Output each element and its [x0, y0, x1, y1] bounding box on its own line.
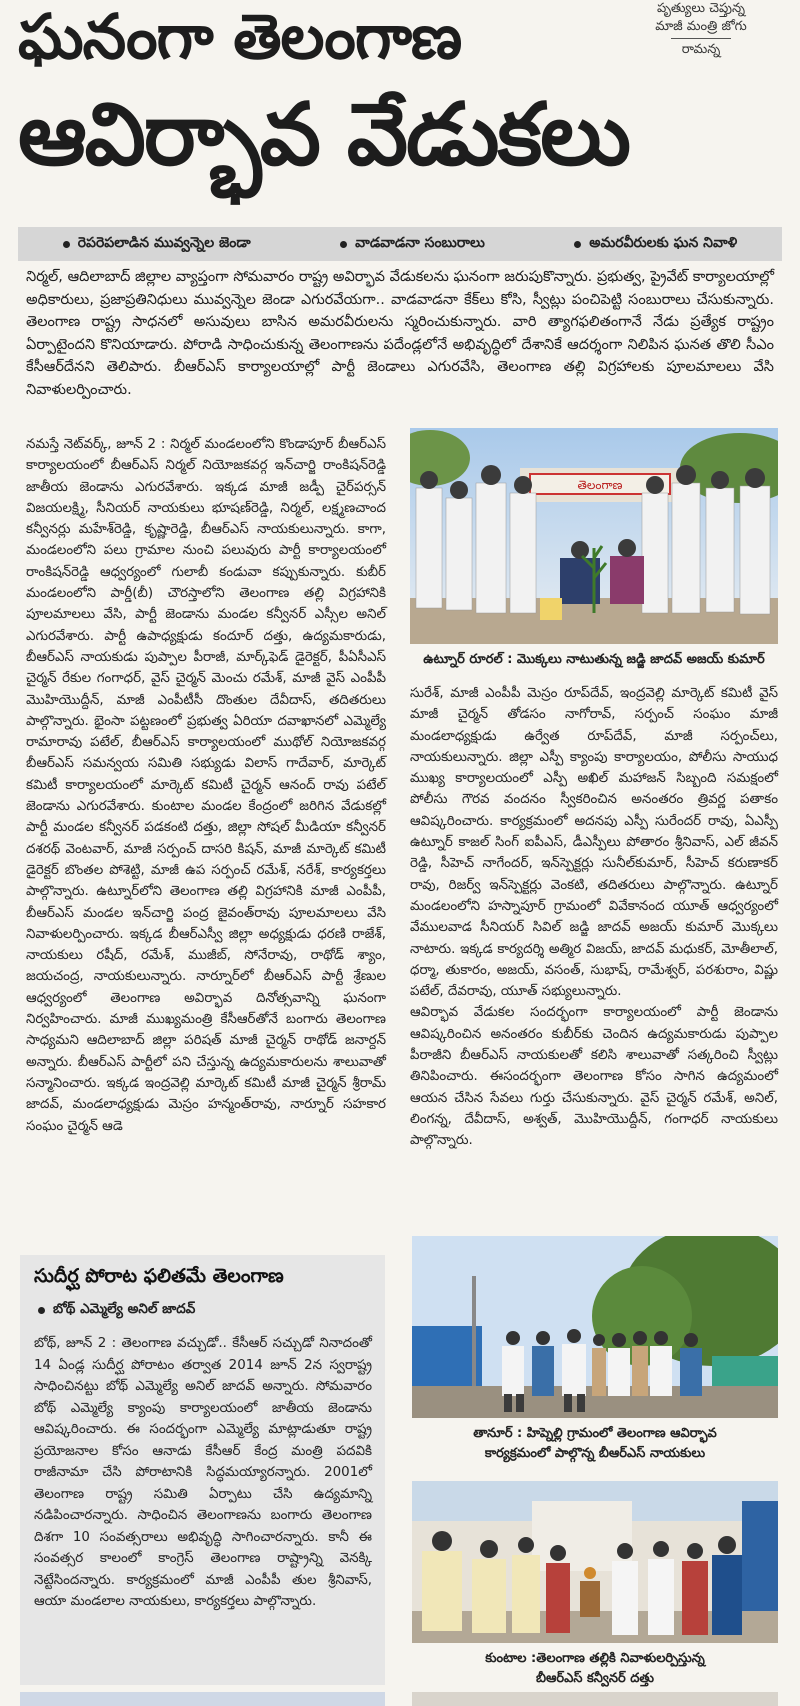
intro-paragraph: నిర్మల్, ఆదిలాబాద్ జిల్లాల వ్యాప్తంగా సోమవారం రాష్ట్ర అవిర్భావ వేడుకలను ఘనంగా జరుపుకొన్నారు. ప్రభుత్వ, ప్రైవేట్ కార్యాలయాల్లో అధికారులు, ప్రజాప్రతినిధులు మువ్వన్నెల జెండా ఎగురవేయగా.. వాడవాడనా కేక్‌లు కోసి, స్వీట్లు పంచిపెట్టి సంబురాలు చేసుకున్నారు. తెలంగాణ రాష్ట్ర సాధనలో అసువులు బాసిన అమరవీరులను స్మరించుకున్నారు. వారి త్యాగఫలితంగానే నేడు ప్రత్యేక రాష్ట్రం ఏర్పాటైందని కొనియాడారు. పోరాడి సాధించుకున్న తెలంగాణను పదేండ్లలోనే అభివృద్ధిలో దేశానికే ఆదర్శంగా నిలిపిన ఘనత తొలి సీఎం కేసీఆర్‌దేనని తెలిపారు. బీఆర్‌ఎస్ కార్యాలయాల్లో పార్టీ జెండాలు ఎగురవేసి, తెలంగాణ తల్లి విగ్రహాలకు పూలమాలలు వేసి నివాళులర్పించారు.	[26, 269, 774, 398]
photo-caption	[412, 1424, 778, 1464]
subhead-item	[574, 235, 737, 254]
banner-text: తెలంగాణ	[577, 478, 623, 492]
photo-kuntala-tribute	[412, 1481, 778, 1643]
corner-note	[612, 0, 790, 59]
photo-kuntala-tribute-image	[412, 1481, 778, 1643]
sidebar-box	[20, 1255, 385, 1685]
next-photo-edge	[20, 1692, 385, 1706]
photo-tree-planting-image	[410, 428, 778, 644]
corner-note-line-3: రామన్న	[681, 42, 721, 57]
bullet-icon	[340, 241, 347, 248]
subhead-text: వాడవాడనా సంబురాలు	[355, 234, 485, 251]
next-photo-edge	[412, 1692, 778, 1706]
corner-note-line-1: పృత్యులు చెప్తున్న	[656, 1, 746, 16]
sidebar-box-subtitle-text: బోథ్ ఎమ్మెల్యే అనిల్ జాదవ్	[53, 1301, 196, 1317]
article-right-text: సురేశ్, మాజీ ఎంపీపీ మెస్రం రూప్‌దేవ్, ఇంద్రవెల్లి మార్కెట్ కమిటీ వైస్ మాజీ చైర్మన్ తోడసం నాగోరావ్, సర్పంచ్ సంఘం మాజీ మండలాధ్యక్షుడు ఉర్వేత రూప్‌దేవ్, మాజీ సర్పంచ్‌లు, నాయకులున్నారు. జిల్లా ఎస్పీ క్యాంపు కార్యాలయం, పోలీసు సాయుధ ముఖ్య కార్యాలయంలో ఎస్పీ అఖిల్ మహాజన్ సిబ్బంది సమక్షంలో పోలీసు గౌరవ వందనం స్వీకరించిన అనంతరం త్రివర్ణ పతాకం ఆవిష్కరించారు. కార్యక్రమంలో అదనపు ఎస్పీ సురేందర్ రావు, ఏఎస్పీ ఉట్నూర్ కాజల్ సింగ్ ఐపీఎస్, డీఎస్పీలు పోతారం శ్రీనివాస్, ఎల్ జీవన్ రెడ్డి, సీహెచ్ నాగేందర్, ఇన్‌స్పెక్టర్లు సునీల్‌కుమార్, సీహెచ్ కరుణాకర్ రావు, రిజర్వ్ ఇన్‌స్పెక్టర్లు వెంకటి, తదితరులు పాల్గొన్నారు. ఉట్నూర్ మండలంలోని హస్నాపూర్ గ్రామంలో వివేకానంద యూత్ ఆధ్వర్యంలో వేములవాడ సీనియర్ సివిల్ జడ్జి జాదవ్ అజయ్ కుమార్ మొక్కలు నాటారు. ఇక్కడ కార్యదర్శి అత్మిర విజయ్, జాదవ్ మధుకర్, మోతీలాల్, ధర్మా, తుకారం, అజయ్, వసంత్, సుభాష్, రామేశ్వర్, పరశురాం, విష్ణు పటేల్, దేవరావు, యూత్ సభ్యులున్నారు. ఆవిర్భావ వేడుకల సందర్భంగా కార్యాలయంలో పార్టీ జెండాను ఆవిష్కరించిన అనంతరం కుబీర్‌కు చెందిన ఉద్యమకారుడు పుప్పాల పీరాజీని బీఆర్‌ఎస్ నాయకులతో కలిసి శాలువాతో సత్కరించి స్వీట్లు తినిపించారు. ఈసందర్భంగా తెలంగాణ కోసం సాగిన ఉద్యమంలో ఆయన చేసిన సేవలు గుర్తు చేసుకున్నారు. వైస్ చైర్మన్ రమేశ్, అనిల్, లింగన్న, దేవీదాస్, అశ్వత్, మొహియొద్దీన్, గంగాధర్ నాయకులు పాల్గొన్నారు.	[410, 686, 778, 1149]
corner-note-divider	[671, 38, 731, 39]
sidebar-box-title: సుదీర్ఘ పోరాట ఫలితమే తెలంగాణ	[34, 1265, 284, 1287]
bullet-icon	[63, 241, 70, 248]
photo-caption-line-2: బీఆర్‌ఎస్ కన్వీనర్ దత్తు	[535, 1671, 655, 1686]
sidebar-box-subtitle	[38, 1301, 195, 1320]
photo-caption-line-2: కార్యక్రమంలో పాల్గొన్న బీఆర్‌ఎస్ నాయకులు	[484, 1446, 706, 1461]
bullet-icon	[574, 241, 581, 248]
photo-tanur-leaders-image	[412, 1236, 778, 1418]
article-right-column	[410, 683, 778, 1152]
corner-note-line-2: మాజీ మంత్రి జోగు	[655, 19, 747, 34]
subhead-text: అమరవీరులకు ఘన నివాళి	[589, 234, 738, 251]
sidebar-box-body: బోథ్, జూన్ 2 : తెలంగాణ వచ్చుడో.. కేసీఆర్ సచ్చుడో నినాదంతో 14 ఏండ్ల సుదీర్ఘ పోరాటం తర్వాత 2014 జూన్ 2న స్వరాష్ట్ర సాధించినట్టు బోథ్ ఎమ్మెల్యే అనిల్ జాదవ్ అన్నారు. సోమవారం బోథ్ ఎమ్మెల్యే క్యాంపు కార్యాలయంలో జాతీయ జెండాను ఆవిష్కరించారు. ఈ సందర్భంగా ఎమ్మెల్యే మాట్లాడుతూ రాష్ట్ర ప్రయోజనాల కోసం ఆనాడు కేసీఆర్ కేంద్ర మంత్రి పదవికి రాజీనామా చేసి పోరాటానికి సిద్ధమయ్యారన్నారు. 2001లో తెలంగాణ రాష్ట్ర సమితి ఏర్పాటు చేసి ఉద్యమాన్ని నడిపించారన్నారు. సాధించిన తెలంగాణను బంగారు తెలంగాణ దిశగా 10 సంవత్సరాలు అభివృద్ధి సాగించారన్నారు. కానీ ఈ సంవత్సర కాలంలో కాంగ్రెస్ తెలంగాణ రాష్ట్రాన్ని వెనక్కి నెట్టేసిందన్నారు. కార్యక్రమంలో మాజీ ఎంపీపీ తుల శ్రీనివాస్, ఆయా మండలాల నాయకులు, కార్యకర్తలు పాల్గొన్నారు.	[34, 1336, 372, 1609]
photo-caption-line-1: తానూర్ : హిప్నెల్లి గ్రామంలో తెలంగాణ ఆవిర్భావ	[473, 1426, 717, 1441]
photo-caption-line-1: ఉట్నూర్ రూరల్ : మొక్కలు నాటుతున్న జడ్జి జాదవ్ అజయ్ కుమార్	[423, 652, 765, 667]
photo-tanur-leaders	[412, 1236, 778, 1418]
article-left-column: నమస్తే నెట్‌వర్క్, జూన్ 2 : నిర్మల్ మండలంలోని కొండాపూర్ బీఆర్‌ఎస్ కార్యాలయంలో బీఆర్‌ఎస్ నిర్మల్ నియోజకవర్గ ఇన్‌చార్జి రాంకిషన్‌రెడ్డి జాతీయ జెండాను ఎగురవేశారు. ఇక్కడ మాజీ జడ్పీ చైర్‌పర్సన్ విజయలక్ష్మి, సీనియర్ నాయకులు భూషణ్‌రెడ్డి, నిర్మల్, లక్ష్మణచాంద కన్వీనర్లు మహేశ్‌రెడ్డి, కృష్ణారెడ్డి, బీఆర్‌ఎస్ నాయకులున్నారు. కాగా, మండలంలోని పలు గ్రామాల నుంచి పలువురు పార్టీ కార్యాలయంలో రాంకిషన్‌రెడ్డి ఆధ్వర్యంలో గులాబీ కండువా కప్పుకున్నారు. కుబీర్ మండలంలోని పార్డీ(బీ) చౌరస్తాలోని తెలంగాణ తల్లి విగ్రహానికి పూలమాలలు వేసి, పార్టీ జెండాను మండల కన్వీనర్ ఎస్సీల అనిల్ ఎగురవేశారు. పార్టీ ఉపాధ్యక్షుడు కందూర్ దత్తు, ఉద్యమకారుడు, బీఆర్‌ఎస్ నాయకుడు పుప్పాల పీరాజీ, మార్క్‌ఫెడ్ డైరెక్టర్, పీఏసీఎస్ చైర్మన్ రేకుల గంగాధర్, వైస్ చైర్మన్ మెంచు రమేశ్, మాజీ వైస్ ఎంపీపీ మొహియొద్దీన్, మాజీ ఎంపీటీసీ దొంతుల దేవీదాస్, తదితరులు పాల్గొన్నారు. భైంసా పట్టణంలో ప్రభుత్వ ఏరియా దవాఖానలో ఎమ్మెల్యే రామారావు పటేల్, బీఆర్‌ఎస్ కార్యాలయంలో ముథోల్ నియోజకవర్గ బీఆర్‌ఎస్ సమన్వయ సమితి సభ్యుడు విలాస్ గాదేవార్, మార్కెట్ కమిటీ కార్యాలయంలో మార్కెట్ కమిటీ చైర్మన్ ఆనంద్ రావు పటేల్ జెండాను ఎగురవేశారు. కుంటాల మండల కేంద్రంలో జరిగిన వేడుకల్లో పార్టీ మండల కన్వీనర్ పడకంటి దత్తు, జిల్లా సోషల్ మీడియా కన్వీనర్ దశరథ్ వెంటవార్, మాజీ సర్పంచ్ దాసరి కిషన్, మాజీ మార్కెట్ కమిటీ డైరెక్టర్ బొంతల పోశెట్టి, మాజీ ఉప సర్పంచ్ రమేశ్, నరేశ్, కార్యకర్తలు పాల్గొన్నారు. ఉట్నూర్‌లోని తెలంగాణ తల్లి విగ్రహానికి మాజీ ఎంపీపీ, బీఆర్‌ఎస్ మండల ఇన్‌చార్జి పంద్ర జైవంత్‌రావు పూలమాలలు వేసి నివాళులర్పించారు. ఇక్కడ బీఆర్‌ఎస్వీ జిల్లా అధ్యక్షుడు ధరణి రాజేశ్, నాయకులు రషీద్, రమేశ్, ముజీబ్, సోనేరావు, రాథోడ్ శ్యాం, జయచంద్ర, నాయకులున్నారు. నార్నూర్‌లో బీఆర్‌ఎస్ పార్టీ శ్రేణుల ఆధ్వర్యంలో తెలంగాణ అవిర్భావ దినోత్సవాన్ని ఘనంగా నిర్వహించారు. మాజీ ముఖ్యమంత్రి కేసీఆర్‌తోనే బంగారు తెలంగాణ సాధ్యమని ఆదిలాబాద్ జిల్లా పరిషత్ మాజీ చైర్మన్ రాథోడ్ జనార్దన్ అన్నారు. బీఆర్‌ఎస్ పార్టీలో పని చేస్తున్న ఉద్యమకారులను శాలువాతో సన్మానించారు. ఇక్కడ ఇంద్రవెల్లి మార్కెట్ కమిటీ మాజీ చైర్మన్ శ్రీరామ్ జాదవ్, మండలాధ్యక్షుడు మెస్రం హన్మంత్‌రావు, నార్నూర్ సహకార సంఘం చైర్మన్ ఆడె	[26, 437, 386, 1134]
headline-line-1: ఘనంగా తెలంగాణ	[18, 0, 462, 73]
subhead-text: రెపరెపలాడిన మువ్వన్నెల జెండా	[77, 234, 251, 251]
headline-line-2: ఆవిర్భావ వేడుకలు	[18, 85, 630, 185]
photo-caption	[412, 1649, 778, 1689]
bullet-icon	[38, 1307, 45, 1314]
photo-caption	[410, 650, 778, 670]
subhead-item	[63, 235, 251, 254]
photo-caption-line-1: కుంటాల :తెలంగాణ తల్లికి నివాళులర్పిస్తున్న	[485, 1651, 705, 1666]
photo-tree-planting	[410, 428, 778, 644]
subhead-bar	[18, 227, 782, 261]
subhead-item	[340, 235, 485, 254]
